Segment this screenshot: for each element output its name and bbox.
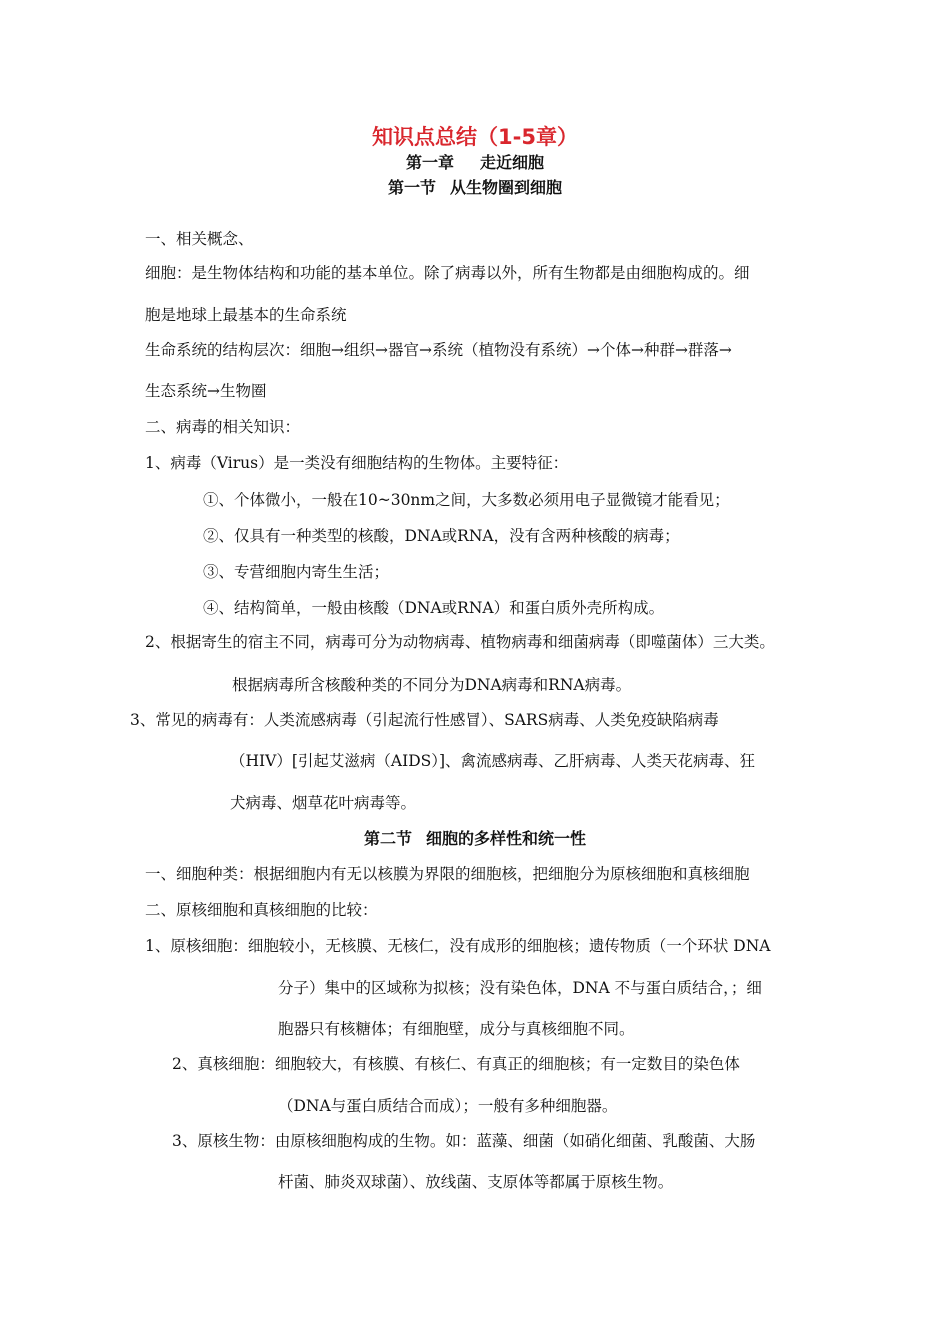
chapter-heading (0, 152, 950, 174)
chapter-name: 走近细胞 (480, 153, 545, 172)
prokaryote-organisms-line-2: 杆菌、肺炎双球菌）、放线菌、支原体等都属于原核生物。 (278, 1173, 674, 1191)
virus-feature-1: ①、个体微小，一般在10~30nm之间，大多数必须用电子显微镜才能看见； (203, 491, 730, 509)
heading-virus: 二、病毒的相关知识： (145, 418, 301, 436)
virus-point-3-line-3: 犬病毒、烟草花叶病毒等。 (230, 794, 417, 812)
prokaryotic-line-2: 分子）集中的区域称为拟核；没有染色体，DNA 不与蛋白质结合，；细 (278, 979, 762, 997)
virus-point-3-line-2: （HIV）[引起艾滋病（AIDS）]、禽流感病毒、乙肝病毒、人类天花病毒、狂 (230, 752, 756, 770)
section-number: 第二节 (363, 829, 412, 848)
section-name: 细胞的多样性和统一性 (426, 829, 587, 848)
virus-feature-2: ②、仅具有一种类型的核酸，DNA或RNA，没有含两种核酸的病毒； (203, 527, 680, 545)
prokaryotic-line-3: 胞器只有核糖体；有细胞壁，成分与真核细胞不同。 (278, 1020, 635, 1038)
section-number: 第一节 (387, 178, 436, 197)
prokaryotic-line-1: 1、原核细胞：细胞较小，无核膜、无核仁，没有成形的细胞核；遗传物质（一个环状 DNA (145, 937, 771, 955)
section-heading-2 (0, 828, 950, 850)
eukaryotic-line-1: 2、真核细胞：细胞较大，有核膜、有核仁、有真正的细胞核；有一定数目的染色体 (172, 1055, 740, 1073)
virus-feature-4: ④、结构简单，一般由核酸（DNA或RNA）和蛋白质外壳所构成。 (203, 599, 665, 617)
virus-point-3-line-1: 3、常见的病毒有：人类流感病毒（引起流行性感冒）、SARS病毒、人类免疫缺陷病毒 (130, 711, 719, 729)
cell-definition-line-1: 细胞：是生物体结构和功能的基本单位。除了病毒以外，所有生物都是由细胞构成的。细 (145, 264, 750, 282)
heading-compare: 二、原核细胞和真核细胞的比较： (145, 901, 378, 919)
life-levels-line-2: 生态系统→生物圈 (145, 382, 267, 400)
eukaryotic-line-2: （DNA与蛋白质结合而成）；一般有多种细胞器。 (278, 1097, 618, 1115)
life-levels-line-1: 生命系统的结构层次：细胞→组织→器官→系统（植物没有系统）→个体→种群→群落→ (145, 341, 732, 359)
section-name: 从生物圈到细胞 (450, 178, 563, 197)
chapter-number: 第一章 (405, 153, 454, 172)
heading-concepts: 一、相关概念、 (145, 230, 254, 248)
prokaryote-organisms-line-1: 3、原核生物：由原核细胞构成的生物。如：蓝藻、细菌（如硝化细菌、乳酸菌、大肠 (172, 1132, 756, 1150)
virus-point-1: 1、病毒（Virus）是一类没有细胞结构的生物体。主要特征： (145, 454, 569, 472)
virus-feature-3: ③、专营细胞内寄生生活； (203, 563, 390, 581)
cell-definition-line-2: 胞是地球上最基本的生命系统 (145, 306, 347, 324)
document-title: 知识点总结（1-5章） (372, 125, 578, 149)
cell-types: 一、细胞种类：根据细胞内有无以核膜为界限的细胞核，把细胞分为原核细胞和真核细胞 (145, 865, 750, 883)
virus-point-2-line-1: 2、根据寄生的宿主不同，病毒可分为动物病毒、植物病毒和细菌病毒（即噬菌体）三大类。 (145, 633, 775, 651)
virus-point-2-line-2: 根据病毒所含核酸种类的不同分为DNA病毒和RNA病毒。 (232, 676, 632, 694)
section-heading (0, 177, 950, 199)
